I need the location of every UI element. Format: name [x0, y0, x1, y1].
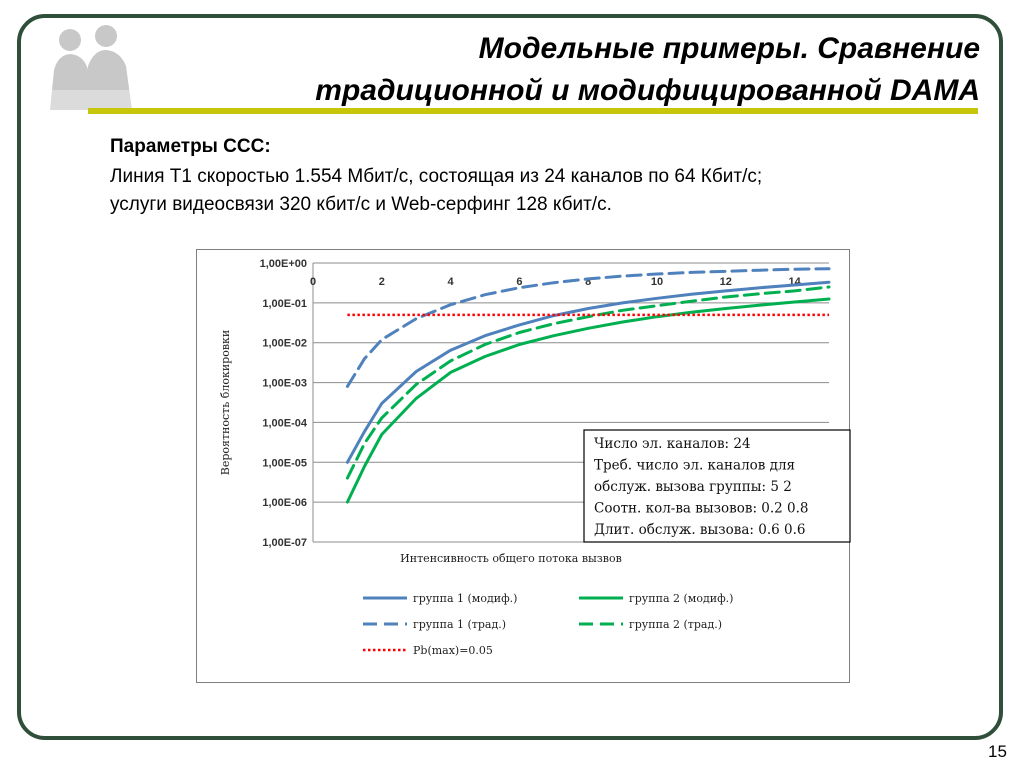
info-box-line: Число эл. каналов: 24	[594, 436, 751, 452]
params-heading: Параметры ССС:	[110, 136, 271, 157]
y-tick-label: 1,00E-03	[262, 377, 307, 390]
title-underline	[88, 108, 978, 114]
x-tick-label: 6	[516, 276, 523, 288]
chart-container	[196, 249, 850, 683]
title-line-1: Модельные примеры. Сравнение	[478, 32, 980, 65]
params-text	[110, 163, 910, 219]
legend-label-3: группа 1 (трад.)	[413, 618, 507, 631]
x-tick-label: 10	[650, 276, 664, 288]
legend-label-4: группа 2 (трад.)	[629, 618, 723, 631]
legend-label-5: Pb(max)=0.05	[413, 644, 493, 657]
x-axis-label: Интенсивность общего потока вызвов	[400, 552, 622, 565]
title-line-2: традиционной и модифицированной DAMA	[315, 74, 980, 107]
x-tick-label: 4	[447, 276, 454, 288]
x-tick-label: 14	[788, 276, 801, 288]
y-tick-label: 1,00E+00	[259, 258, 307, 270]
params-line-1: Линия Т1 скоростью 1.554 Мбит/с, состоящая из 24 каналов по 64 Кбит/с;	[110, 166, 763, 187]
x-tick-label: 0	[309, 276, 317, 288]
y-tick-label: 1,00E-01	[262, 297, 307, 310]
y-tick-label: 1,00E-07	[262, 537, 307, 549]
params-line-2: услуги видеосвязи 320 кбит/с и Web-серфинг 128 кбит/с.	[110, 194, 612, 215]
page-number: 15	[988, 742, 1007, 761]
info-box-line: Треб. число эл. каналов для	[594, 457, 796, 474]
y-tick-label: 1,00E-05	[262, 457, 307, 470]
people-silhouette-logo	[40, 20, 150, 110]
info-box-line: Длит. обслуж. вызова: 0.6 0.6	[594, 522, 806, 538]
info-box-line: обслуж. вызова группы: 5 2	[594, 479, 792, 495]
legend-label-1: группа 1 (модиф.)	[413, 592, 518, 605]
x-tick-label: 8	[585, 276, 592, 288]
y-tick-label: 1,00E-04	[262, 417, 307, 430]
x-tick-label: 12	[719, 276, 732, 288]
slide-title	[150, 28, 980, 112]
blocking-probability-chart	[197, 250, 851, 684]
info-box-line: Соотн. кол-ва вызовов: 0.2 0.8	[594, 500, 809, 517]
y-axis-label: Вероятность блокировки	[219, 329, 232, 476]
x-tick-label: 2	[378, 276, 385, 288]
y-tick-label: 1,00E-02	[262, 337, 307, 350]
y-tick-label: 1,00E-06	[262, 497, 307, 510]
legend-label-2: группа 2 (модиф.)	[629, 592, 734, 605]
